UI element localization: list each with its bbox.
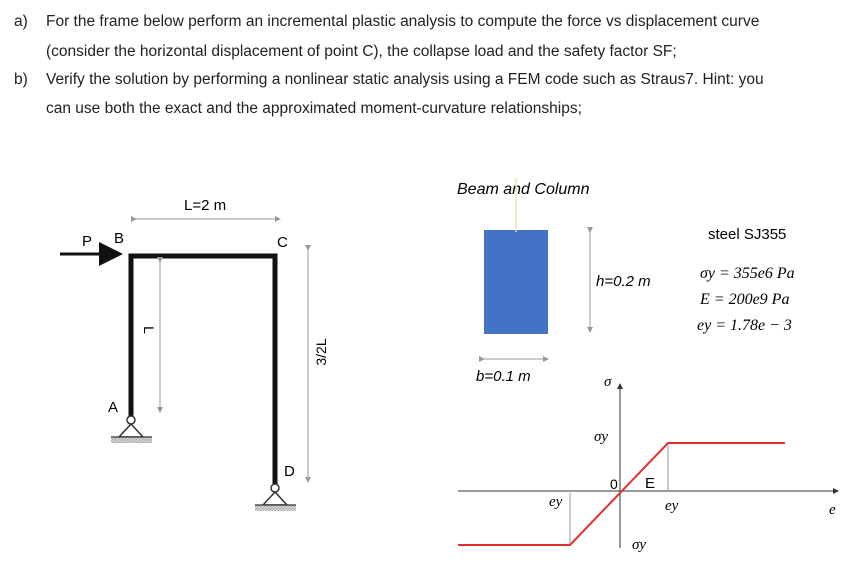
question-b-line-1: Verify the solution by performing a nonlinear static analysis using a FEM code such as Straus7. Hint: you bbox=[46, 71, 764, 88]
origin-label: 0 bbox=[610, 476, 618, 492]
material-name: steel SJ355 bbox=[708, 226, 787, 243]
stress-axis-label: σ bbox=[604, 374, 612, 390]
left-column-label: L bbox=[141, 326, 157, 334]
sigma-y-top-label: σy bbox=[594, 429, 609, 445]
material-modulus: E = 200e9 Pa bbox=[700, 291, 790, 308]
material-properties bbox=[697, 226, 795, 334]
width-label: b=0.1 m bbox=[476, 368, 531, 385]
section-title: Beam and Column bbox=[457, 181, 590, 198]
right-column-label: 3/2L bbox=[313, 338, 329, 366]
material-sigma-y: σy = 355e6 Pa bbox=[700, 265, 795, 282]
section-rectangle bbox=[484, 230, 548, 334]
frame-members bbox=[131, 256, 275, 485]
question-b-line-2: can use both the exact and the approximated moment-curvature relationships; bbox=[46, 100, 582, 117]
question-b-label: b) bbox=[14, 71, 28, 88]
load-label: P bbox=[82, 233, 93, 250]
slope-label: E bbox=[645, 475, 656, 492]
height-label: h=0.2 m bbox=[596, 273, 651, 290]
pin-support-d bbox=[255, 484, 296, 511]
eps-y-left-label: ey bbox=[549, 494, 563, 510]
material-eps-y: ey = 1.78e − 3 bbox=[697, 317, 792, 334]
node-d-label: D bbox=[284, 463, 295, 480]
span-label: L=2 m bbox=[184, 197, 227, 214]
stress-strain-diagram bbox=[458, 374, 838, 553]
section-diagram bbox=[457, 178, 651, 385]
eps-y-right-label: ey bbox=[665, 498, 679, 514]
node-a-label: A bbox=[108, 399, 119, 416]
frame-diagram bbox=[60, 197, 329, 511]
question-a-label: a) bbox=[14, 13, 28, 30]
question-a-line-2: (consider the horizontal displacement of point C), the collapse load and the safety factor SF; bbox=[46, 43, 677, 60]
stress-strain-curve bbox=[458, 443, 785, 545]
node-c-label: C bbox=[277, 234, 288, 251]
node-b-label: B bbox=[114, 230, 125, 247]
question-a-line-1: For the frame below perform an incremental plastic analysis to compute the force vs displacement curve bbox=[46, 13, 760, 30]
pin-support-a bbox=[111, 416, 152, 443]
strain-axis-label: e bbox=[829, 502, 836, 518]
sigma-y-bottom-label: σy bbox=[632, 537, 647, 553]
